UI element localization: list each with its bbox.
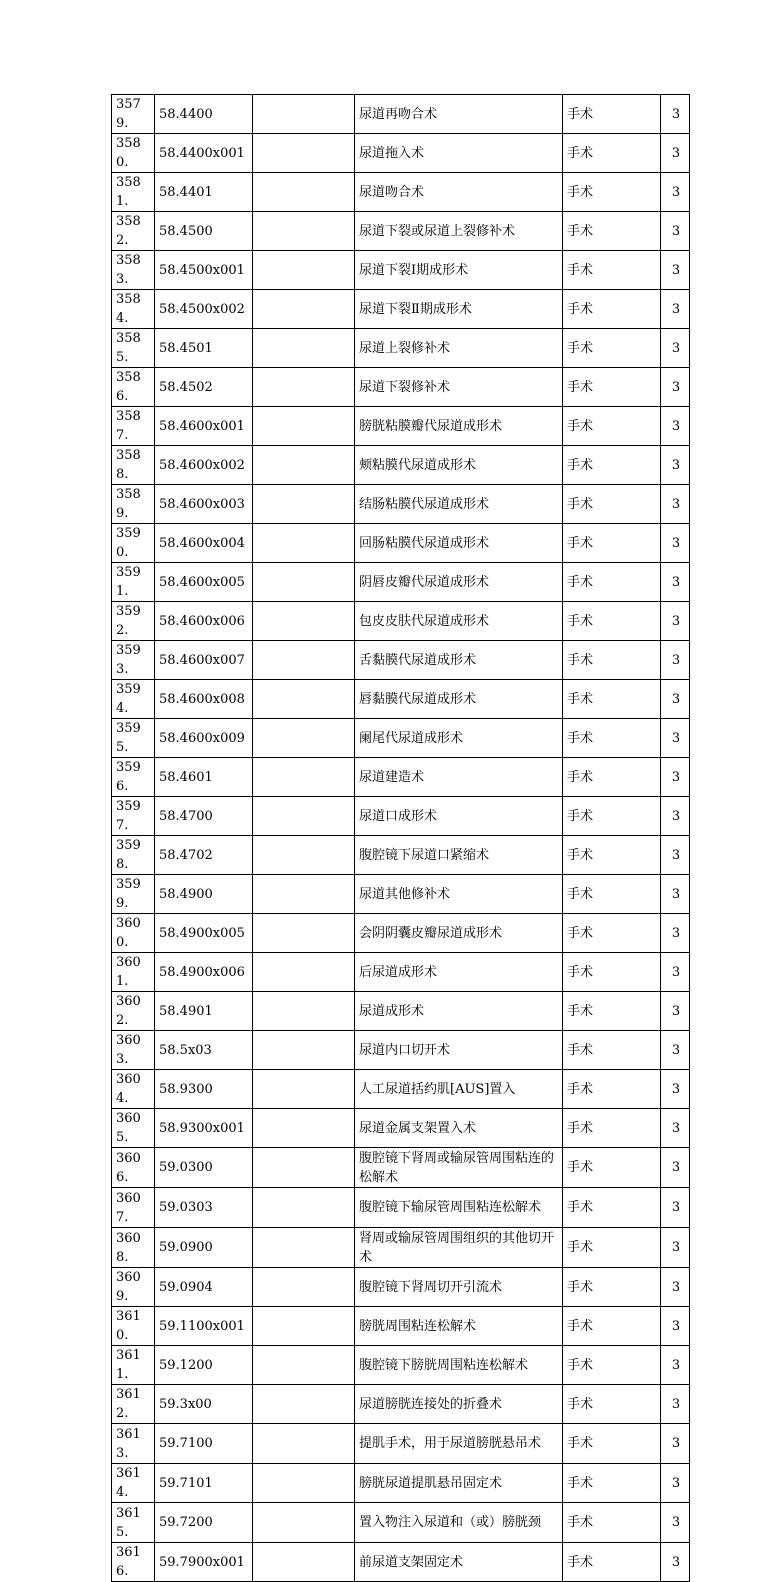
grade-level-cell: 3 bbox=[661, 1070, 690, 1109]
grade-level-cell: 3 bbox=[661, 290, 690, 329]
procedure-code-cell: 58.4501 bbox=[155, 329, 253, 368]
grade-level-cell: 3 bbox=[661, 446, 690, 485]
table-row bbox=[112, 1188, 690, 1228]
remark-cell bbox=[253, 1385, 355, 1424]
procedure-code-cell: 59.1100x001 bbox=[155, 1307, 253, 1346]
procedure-type-cell: 手术 bbox=[563, 1385, 661, 1424]
table-row bbox=[112, 212, 690, 251]
table-row bbox=[112, 1346, 690, 1385]
procedure-code-cell: 59.0904 bbox=[155, 1268, 253, 1307]
remark-cell bbox=[253, 1228, 355, 1268]
row-number-cell: 3583. bbox=[112, 251, 155, 290]
remark-cell bbox=[253, 1268, 355, 1307]
grade-level-cell: 3 bbox=[661, 1228, 690, 1268]
procedure-code-cell: 58.4601 bbox=[155, 758, 253, 797]
row-number-cell: 3594. bbox=[112, 680, 155, 719]
row-number-cell: 3580. bbox=[112, 134, 155, 173]
procedure-type-cell: 手术 bbox=[563, 953, 661, 992]
grade-level-cell: 3 bbox=[661, 1424, 690, 1464]
procedure-code-cell: 58.4500 bbox=[155, 212, 253, 251]
procedure-code-cell: 58.4500x001 bbox=[155, 251, 253, 290]
grade-level-cell: 3 bbox=[661, 485, 690, 524]
procedure-name-cell: 结肠粘膜代尿道成形术 bbox=[355, 485, 563, 524]
remark-cell bbox=[253, 758, 355, 797]
grade-level-cell: 3 bbox=[661, 563, 690, 602]
remark-cell bbox=[253, 1109, 355, 1148]
row-number-cell: 3605. bbox=[112, 1109, 155, 1148]
procedure-code-cell: 58.4600x001 bbox=[155, 407, 253, 446]
grade-level-cell: 3 bbox=[661, 173, 690, 212]
table-row bbox=[112, 1109, 690, 1148]
table-row bbox=[112, 407, 690, 446]
table-row bbox=[112, 680, 690, 719]
procedure-code-cell: 58.4600x006 bbox=[155, 602, 253, 641]
procedure-code-cell: 58.4702 bbox=[155, 836, 253, 875]
table-row bbox=[112, 953, 690, 992]
row-number-cell: 3608. bbox=[112, 1228, 155, 1268]
procedure-type-cell: 手术 bbox=[563, 485, 661, 524]
procedure-name-cell: 腹腔镜下肾周或输尿管周围粘连的松解术 bbox=[355, 1148, 563, 1188]
grade-level-cell: 3 bbox=[661, 797, 690, 836]
table-row bbox=[112, 602, 690, 641]
remark-cell bbox=[253, 173, 355, 212]
procedure-name-cell: 尿道口成形术 bbox=[355, 797, 563, 836]
remark-cell bbox=[253, 212, 355, 251]
row-number-cell: 3591. bbox=[112, 563, 155, 602]
procedure-name-cell: 腹腔镜下肾周切开引流术 bbox=[355, 1268, 563, 1307]
table-row bbox=[112, 1543, 690, 1582]
procedure-name-cell: 前尿道支架固定术 bbox=[355, 1543, 563, 1582]
procedure-code-cell: 58.4600x008 bbox=[155, 680, 253, 719]
remark-cell bbox=[253, 1346, 355, 1385]
procedure-code-cell: 59.7101 bbox=[155, 1464, 253, 1503]
row-number-cell: 3611. bbox=[112, 1346, 155, 1385]
procedure-type-cell: 手术 bbox=[563, 1268, 661, 1307]
procedure-type-cell: 手术 bbox=[563, 875, 661, 914]
procedure-type-cell: 手术 bbox=[563, 446, 661, 485]
row-number-cell: 3589. bbox=[112, 485, 155, 524]
procedure-name-cell: 尿道下裂修补术 bbox=[355, 368, 563, 407]
remark-cell bbox=[253, 1543, 355, 1582]
procedure-name-cell: 膀胱尿道提肌悬吊固定术 bbox=[355, 1464, 563, 1503]
procedure-name-cell: 尿道吻合术 bbox=[355, 173, 563, 212]
grade-level-cell: 3 bbox=[661, 1346, 690, 1385]
grade-level-cell: 3 bbox=[661, 1109, 690, 1148]
row-number-cell: 3606. bbox=[112, 1148, 155, 1188]
row-number-cell: 3586. bbox=[112, 368, 155, 407]
procedure-code-cell: 58.4400 bbox=[155, 95, 253, 134]
row-number-cell: 3585. bbox=[112, 329, 155, 368]
grade-level-cell: 3 bbox=[661, 212, 690, 251]
remark-cell bbox=[253, 563, 355, 602]
procedure-name-cell: 膀胱粘膜瓣代尿道成形术 bbox=[355, 407, 563, 446]
procedure-code-cell: 58.4600x005 bbox=[155, 563, 253, 602]
grade-level-cell: 3 bbox=[661, 641, 690, 680]
table-row bbox=[112, 1464, 690, 1503]
procedure-code-cell: 58.4502 bbox=[155, 368, 253, 407]
table-row bbox=[112, 290, 690, 329]
procedure-code-cell: 58.4600x009 bbox=[155, 719, 253, 758]
procedure-name-cell: 唇黏膜代尿道成形术 bbox=[355, 680, 563, 719]
remark-cell bbox=[253, 1070, 355, 1109]
grade-level-cell: 3 bbox=[661, 329, 690, 368]
remark-cell bbox=[253, 1188, 355, 1228]
remark-cell bbox=[253, 368, 355, 407]
procedure-name-cell: 膀胱周围粘连松解术 bbox=[355, 1307, 563, 1346]
procedure-name-cell: 阑尾代尿道成形术 bbox=[355, 719, 563, 758]
procedure-type-cell: 手术 bbox=[563, 173, 661, 212]
table-row bbox=[112, 1070, 690, 1109]
grade-level-cell: 3 bbox=[661, 719, 690, 758]
procedure-type-cell: 手术 bbox=[563, 1543, 661, 1582]
procedure-code-cell: 58.4500x002 bbox=[155, 290, 253, 329]
procedure-code-cell: 59.7200 bbox=[155, 1503, 253, 1543]
procedure-name-cell: 颊粘膜代尿道成形术 bbox=[355, 446, 563, 485]
grade-level-cell: 3 bbox=[661, 1148, 690, 1188]
procedure-name-cell: 尿道成形术 bbox=[355, 992, 563, 1031]
procedure-type-cell: 手术 bbox=[563, 95, 661, 134]
procedure-type-cell: 手术 bbox=[563, 1228, 661, 1268]
remark-cell bbox=[253, 641, 355, 680]
procedure-type-cell: 手术 bbox=[563, 1503, 661, 1543]
row-number-cell: 3582. bbox=[112, 212, 155, 251]
procedure-code-cell: 58.4600x003 bbox=[155, 485, 253, 524]
procedure-code-cell: 58.4900x006 bbox=[155, 953, 253, 992]
procedure-type-cell: 手术 bbox=[563, 407, 661, 446]
procedure-type-cell: 手术 bbox=[563, 1346, 661, 1385]
procedure-code-cell: 58.4901 bbox=[155, 992, 253, 1031]
procedure-code-cell: 59.0303 bbox=[155, 1188, 253, 1228]
procedure-name-cell: 尿道膀胱连接处的折叠术 bbox=[355, 1385, 563, 1424]
procedure-name-cell: 尿道金属支架置入术 bbox=[355, 1109, 563, 1148]
procedure-name-cell: 尿道上裂修补术 bbox=[355, 329, 563, 368]
procedure-type-cell: 手术 bbox=[563, 1307, 661, 1346]
procedure-name-cell: 提肌手术，用于尿道膀胱悬吊术 bbox=[355, 1424, 563, 1464]
remark-cell bbox=[253, 953, 355, 992]
procedure-code-cell: 59.3x00 bbox=[155, 1385, 253, 1424]
procedure-type-cell: 手术 bbox=[563, 1148, 661, 1188]
procedure-name-cell: 尿道其他修补术 bbox=[355, 875, 563, 914]
procedure-type-cell: 手术 bbox=[563, 719, 661, 758]
procedure-type-cell: 手术 bbox=[563, 758, 661, 797]
row-number-cell: 3602. bbox=[112, 992, 155, 1031]
procedure-code-cell: 58.5x03 bbox=[155, 1031, 253, 1070]
row-number-cell: 3599. bbox=[112, 875, 155, 914]
grade-level-cell: 3 bbox=[661, 368, 690, 407]
table-row bbox=[112, 524, 690, 563]
procedure-code-cell: 58.9300 bbox=[155, 1070, 253, 1109]
remark-cell bbox=[253, 1464, 355, 1503]
grade-level-cell: 3 bbox=[661, 914, 690, 953]
procedure-table bbox=[111, 94, 690, 1582]
table-row bbox=[112, 719, 690, 758]
procedure-name-cell: 腹腔镜下尿道口紧缩术 bbox=[355, 836, 563, 875]
procedure-name-cell: 尿道下裂或尿道上裂修补术 bbox=[355, 212, 563, 251]
procedure-name-cell: 尿道再吻合术 bbox=[355, 95, 563, 134]
remark-cell bbox=[253, 95, 355, 134]
procedure-type-cell: 手术 bbox=[563, 563, 661, 602]
remark-cell bbox=[253, 251, 355, 290]
grade-level-cell: 3 bbox=[661, 251, 690, 290]
procedure-type-cell: 手术 bbox=[563, 1070, 661, 1109]
row-number-cell: 3587. bbox=[112, 407, 155, 446]
procedure-type-cell: 手术 bbox=[563, 1464, 661, 1503]
grade-level-cell: 3 bbox=[661, 1385, 690, 1424]
table-row bbox=[112, 1424, 690, 1464]
row-number-cell: 3604. bbox=[112, 1070, 155, 1109]
procedure-type-cell: 手术 bbox=[563, 1031, 661, 1070]
table-row bbox=[112, 1268, 690, 1307]
procedure-code-cell: 58.4400x001 bbox=[155, 134, 253, 173]
row-number-cell: 3607. bbox=[112, 1188, 155, 1228]
table-row bbox=[112, 1228, 690, 1268]
procedure-type-cell: 手术 bbox=[563, 836, 661, 875]
row-number-cell: 3600. bbox=[112, 914, 155, 953]
row-number-cell: 3603. bbox=[112, 1031, 155, 1070]
table-row bbox=[112, 797, 690, 836]
table-row bbox=[112, 173, 690, 212]
procedure-name-cell: 尿道下裂Ⅰ期成形术 bbox=[355, 251, 563, 290]
grade-level-cell: 3 bbox=[661, 1307, 690, 1346]
procedure-code-cell: 58.4600x002 bbox=[155, 446, 253, 485]
procedure-table-body bbox=[112, 95, 690, 1582]
row-number-cell: 3595. bbox=[112, 719, 155, 758]
remark-cell bbox=[253, 446, 355, 485]
grade-level-cell: 3 bbox=[661, 1031, 690, 1070]
row-number-cell: 3601. bbox=[112, 953, 155, 992]
procedure-type-cell: 手术 bbox=[563, 797, 661, 836]
row-number-cell: 3581. bbox=[112, 173, 155, 212]
remark-cell bbox=[253, 524, 355, 563]
table-row bbox=[112, 758, 690, 797]
table-row bbox=[112, 1031, 690, 1070]
table-row bbox=[112, 1385, 690, 1424]
procedure-code-cell: 59.7900x001 bbox=[155, 1543, 253, 1582]
table-row bbox=[112, 563, 690, 602]
grade-level-cell: 3 bbox=[661, 758, 690, 797]
row-number-cell: 3584. bbox=[112, 290, 155, 329]
procedure-code-cell: 58.4700 bbox=[155, 797, 253, 836]
row-number-cell: 3612. bbox=[112, 1385, 155, 1424]
table-row bbox=[112, 251, 690, 290]
grade-level-cell: 3 bbox=[661, 1543, 690, 1582]
procedure-code-cell: 58.9300x001 bbox=[155, 1109, 253, 1148]
grade-level-cell: 3 bbox=[661, 1268, 690, 1307]
remark-cell bbox=[253, 797, 355, 836]
grade-level-cell: 3 bbox=[661, 992, 690, 1031]
table-row bbox=[112, 368, 690, 407]
row-number-cell: 3592. bbox=[112, 602, 155, 641]
remark-cell bbox=[253, 407, 355, 446]
grade-level-cell: 3 bbox=[661, 95, 690, 134]
procedure-code-cell: 59.7100 bbox=[155, 1424, 253, 1464]
grade-level-cell: 3 bbox=[661, 524, 690, 563]
table-row bbox=[112, 329, 690, 368]
row-number-cell: 3579. bbox=[112, 95, 155, 134]
procedure-name-cell: 会阴阴囊皮瓣尿道成形术 bbox=[355, 914, 563, 953]
grade-level-cell: 3 bbox=[661, 953, 690, 992]
table-row bbox=[112, 992, 690, 1031]
procedure-code-cell: 58.4900 bbox=[155, 875, 253, 914]
remark-cell bbox=[253, 485, 355, 524]
row-number-cell: 3615. bbox=[112, 1503, 155, 1543]
table-row bbox=[112, 1148, 690, 1188]
remark-cell bbox=[253, 875, 355, 914]
remark-cell bbox=[253, 680, 355, 719]
row-number-cell: 3614. bbox=[112, 1464, 155, 1503]
procedure-name-cell: 尿道拖入术 bbox=[355, 134, 563, 173]
procedure-type-cell: 手术 bbox=[563, 329, 661, 368]
row-number-cell: 3590. bbox=[112, 524, 155, 563]
remark-cell bbox=[253, 602, 355, 641]
remark-cell bbox=[253, 1424, 355, 1464]
row-number-cell: 3610. bbox=[112, 1307, 155, 1346]
table-row bbox=[112, 95, 690, 134]
table-row bbox=[112, 485, 690, 524]
table-row bbox=[112, 836, 690, 875]
table-row bbox=[112, 134, 690, 173]
procedure-type-cell: 手术 bbox=[563, 524, 661, 563]
procedure-type-cell: 手术 bbox=[563, 1188, 661, 1228]
table-row bbox=[112, 875, 690, 914]
grade-level-cell: 3 bbox=[661, 1503, 690, 1543]
table-row bbox=[112, 446, 690, 485]
remark-cell bbox=[253, 290, 355, 329]
row-number-cell: 3593. bbox=[112, 641, 155, 680]
procedure-name-cell: 舌黏膜代尿道成形术 bbox=[355, 641, 563, 680]
procedure-code-cell: 59.1200 bbox=[155, 1346, 253, 1385]
row-number-cell: 3597. bbox=[112, 797, 155, 836]
grade-level-cell: 3 bbox=[661, 1464, 690, 1503]
procedure-name-cell: 阴唇皮瓣代尿道成形术 bbox=[355, 563, 563, 602]
procedure-name-cell: 肾周或输尿管周围组织的其他切开术 bbox=[355, 1228, 563, 1268]
grade-level-cell: 3 bbox=[661, 875, 690, 914]
row-number-cell: 3588. bbox=[112, 446, 155, 485]
table-row bbox=[112, 641, 690, 680]
procedure-code-cell: 58.4600x004 bbox=[155, 524, 253, 563]
procedure-name-cell: 置入物注入尿道和（或）膀胱颈 bbox=[355, 1503, 563, 1543]
procedure-type-cell: 手术 bbox=[563, 251, 661, 290]
procedure-name-cell: 尿道建造术 bbox=[355, 758, 563, 797]
remark-cell bbox=[253, 1503, 355, 1543]
remark-cell bbox=[253, 329, 355, 368]
procedure-name-cell: 腹腔镜下膀胱周围粘连松解术 bbox=[355, 1346, 563, 1385]
procedure-type-cell: 手术 bbox=[563, 212, 661, 251]
procedure-name-cell: 尿道内口切开术 bbox=[355, 1031, 563, 1070]
procedure-name-cell: 人工尿道括约肌[AUS]置入 bbox=[355, 1070, 563, 1109]
procedure-type-cell: 手术 bbox=[563, 680, 661, 719]
grade-level-cell: 3 bbox=[661, 134, 690, 173]
procedure-type-cell: 手术 bbox=[563, 1109, 661, 1148]
row-number-cell: 3596. bbox=[112, 758, 155, 797]
procedure-type-cell: 手术 bbox=[563, 602, 661, 641]
procedure-type-cell: 手术 bbox=[563, 290, 661, 329]
row-number-cell: 3598. bbox=[112, 836, 155, 875]
procedure-code-cell: 58.4900x005 bbox=[155, 914, 253, 953]
row-number-cell: 3613. bbox=[112, 1424, 155, 1464]
procedure-name-cell: 包皮皮肤代尿道成形术 bbox=[355, 602, 563, 641]
remark-cell bbox=[253, 1148, 355, 1188]
remark-cell bbox=[253, 1307, 355, 1346]
grade-level-cell: 3 bbox=[661, 680, 690, 719]
procedure-name-cell: 后尿道成形术 bbox=[355, 953, 563, 992]
procedure-code-cell: 58.4600x007 bbox=[155, 641, 253, 680]
grade-level-cell: 3 bbox=[661, 407, 690, 446]
table-row bbox=[112, 1307, 690, 1346]
procedure-name-cell: 腹腔镜下输尿管周围粘连松解术 bbox=[355, 1188, 563, 1228]
remark-cell bbox=[253, 134, 355, 173]
procedure-type-cell: 手术 bbox=[563, 134, 661, 173]
procedure-code-cell: 59.0900 bbox=[155, 1228, 253, 1268]
procedure-code-cell: 59.0300 bbox=[155, 1148, 253, 1188]
remark-cell bbox=[253, 719, 355, 758]
grade-level-cell: 3 bbox=[661, 602, 690, 641]
remark-cell bbox=[253, 836, 355, 875]
grade-level-cell: 3 bbox=[661, 836, 690, 875]
grade-level-cell: 3 bbox=[661, 1188, 690, 1228]
row-number-cell: 3609. bbox=[112, 1268, 155, 1307]
remark-cell bbox=[253, 1031, 355, 1070]
procedure-type-cell: 手术 bbox=[563, 641, 661, 680]
procedure-name-cell: 尿道下裂Ⅱ期成形术 bbox=[355, 290, 563, 329]
procedure-type-cell: 手术 bbox=[563, 368, 661, 407]
remark-cell bbox=[253, 914, 355, 953]
remark-cell bbox=[253, 992, 355, 1031]
table-row bbox=[112, 1503, 690, 1543]
procedure-type-cell: 手术 bbox=[563, 992, 661, 1031]
procedure-name-cell: 回肠粘膜代尿道成形术 bbox=[355, 524, 563, 563]
procedure-code-cell: 58.4401 bbox=[155, 173, 253, 212]
row-number-cell: 3616. bbox=[112, 1543, 155, 1582]
table-row bbox=[112, 914, 690, 953]
procedure-type-cell: 手术 bbox=[563, 914, 661, 953]
procedure-type-cell: 手术 bbox=[563, 1424, 661, 1464]
